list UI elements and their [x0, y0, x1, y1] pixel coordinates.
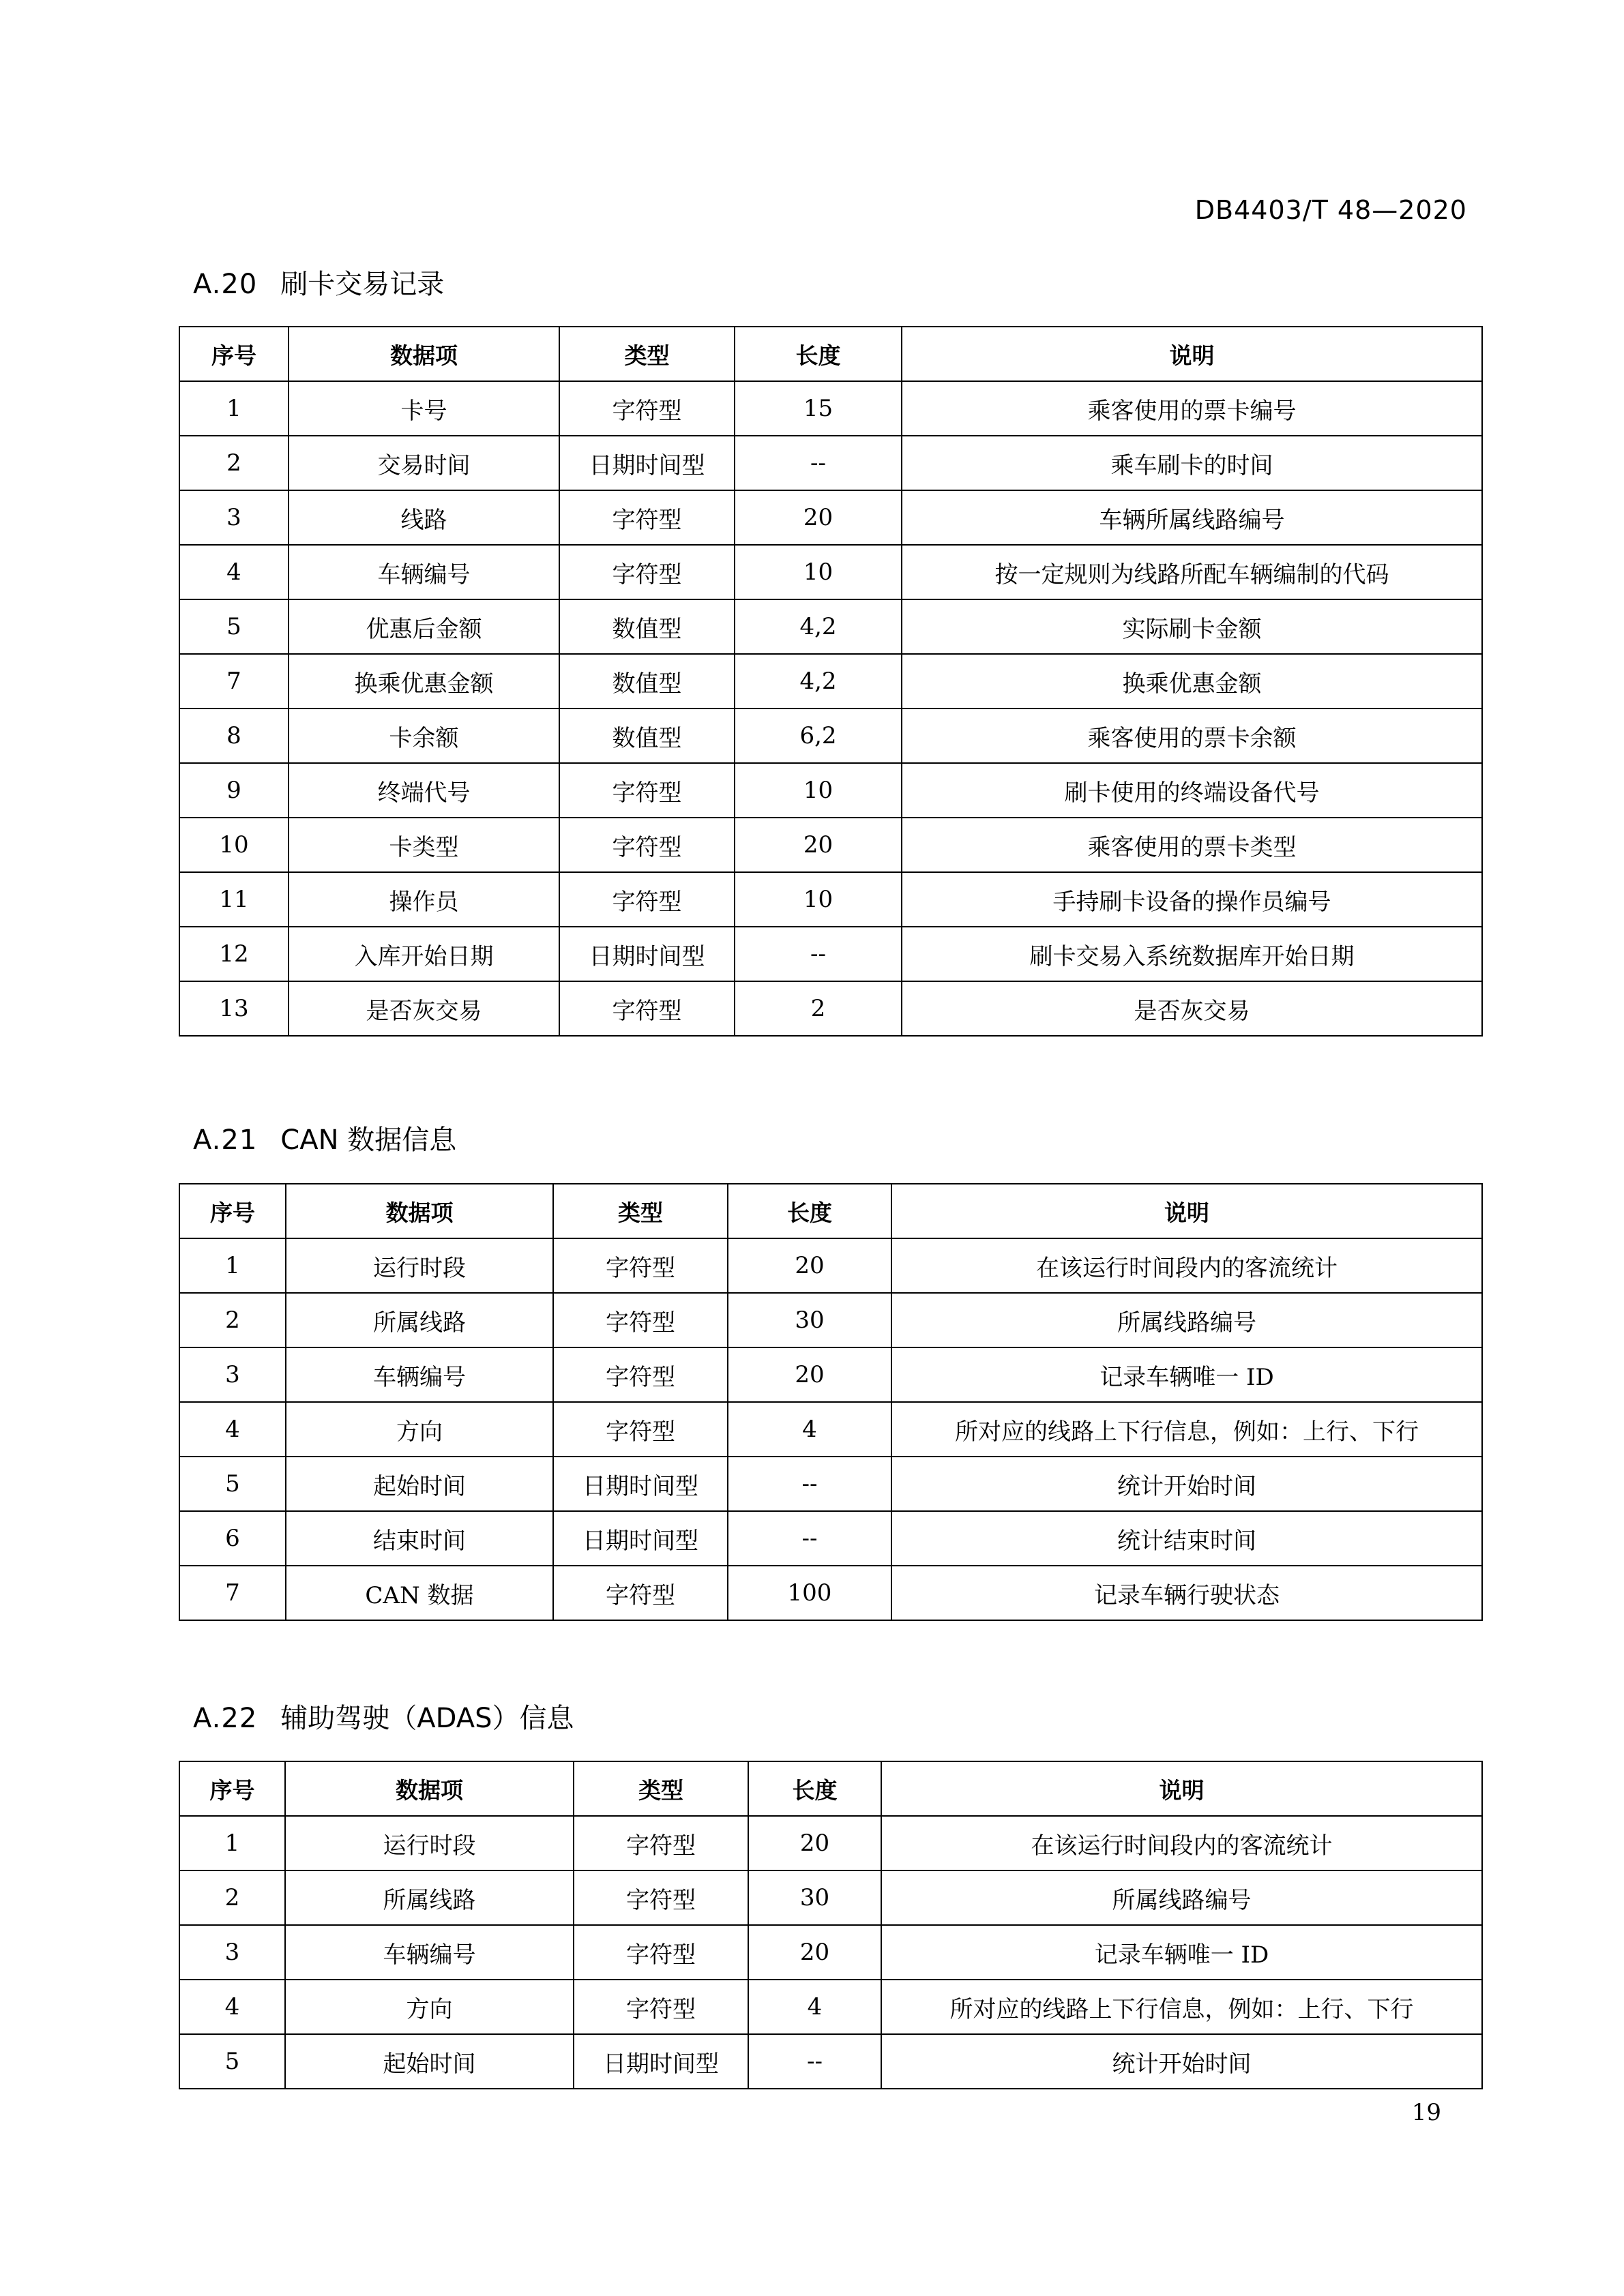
table-row	[179, 381, 1482, 436]
table-cell: 15	[735, 381, 902, 436]
table-cell: 统计开始时间	[891, 1457, 1482, 1511]
table-row	[179, 1925, 1482, 1980]
table-cell: 4	[179, 545, 289, 599]
table-cell: 结束时间	[286, 1511, 553, 1566]
table-row	[179, 654, 1482, 709]
table-cell: 10	[735, 545, 902, 599]
table-cell: 所属线路	[285, 1870, 574, 1925]
table-row	[179, 1238, 1482, 1293]
table-cell: 字符型	[553, 1238, 728, 1293]
column-header: 类型	[559, 327, 735, 381]
table-cell: 手持刷卡设备的操作员编号	[902, 872, 1482, 927]
table-row	[179, 2034, 1482, 2089]
table-row	[179, 1816, 1482, 1870]
section-heading-a21	[193, 1118, 456, 1157]
table-cell: 车辆所属线路编号	[902, 490, 1482, 545]
table-can-data	[179, 1183, 1483, 1621]
table-cell: 20	[748, 1816, 881, 1870]
table-cell: 字符型	[574, 1925, 748, 1980]
table-cell: 字符型	[574, 1980, 748, 2034]
table-cell: 7	[179, 1566, 286, 1620]
table-cell: 4	[179, 1980, 285, 2034]
table-cell: 字符型	[553, 1347, 728, 1402]
table-cell: 车辆编号	[286, 1347, 553, 1402]
table-cell: 30	[748, 1870, 881, 1925]
table-cell: --	[735, 436, 902, 490]
table-cell: 所对应的线路上下行信息，例如：上行、下行	[891, 1402, 1482, 1457]
section-title: CAN 数据信息	[280, 1124, 457, 1156]
section-heading-a22	[193, 1697, 574, 1735]
table-row	[179, 1293, 1482, 1347]
table-cell: 3	[179, 1347, 286, 1402]
table-cell: 方向	[286, 1402, 553, 1457]
table-cell: 刷卡交易入系统数据库开始日期	[902, 927, 1482, 981]
column-header: 数据项	[285, 1761, 574, 1816]
table-row	[179, 490, 1482, 545]
table-row	[179, 1347, 1482, 1402]
table-cell: 记录车辆行驶状态	[891, 1566, 1482, 1620]
table-cell: 字符型	[553, 1293, 728, 1347]
table-cell: 1	[179, 1238, 286, 1293]
table-cell: 数值型	[559, 654, 735, 709]
table-cell: 起始时间	[286, 1457, 553, 1511]
table-cell: 字符型	[574, 1816, 748, 1870]
table-row	[179, 981, 1482, 1036]
table-cell: 记录车辆唯一 ID	[881, 1925, 1482, 1980]
table-cell: 8	[179, 709, 289, 763]
table-cell: 记录车辆唯一 ID	[891, 1347, 1482, 1402]
table-row	[179, 1511, 1482, 1566]
table-cell: 5	[179, 599, 289, 654]
table-cell: 6	[179, 1511, 286, 1566]
table-cell: 是否灰交易	[289, 981, 559, 1036]
table-cell: 乘车刷卡的时间	[902, 436, 1482, 490]
table-cell: 5	[179, 2034, 285, 2089]
table-cell: 100	[728, 1566, 891, 1620]
table-header-row	[179, 327, 1482, 381]
table-cell: 20	[735, 818, 902, 872]
table-cell: 2	[179, 436, 289, 490]
table-row	[179, 1980, 1482, 2034]
table-row	[179, 818, 1482, 872]
table-row	[179, 599, 1482, 654]
table-header-row	[179, 1184, 1482, 1238]
table-cell: 字符型	[559, 490, 735, 545]
table-cell: 在该运行时间段内的客流统计	[891, 1238, 1482, 1293]
table-cell: 操作员	[289, 872, 559, 927]
table-cell: 所属线路编号	[881, 1870, 1482, 1925]
table-cell: 字符型	[559, 818, 735, 872]
table-cell: 字符型	[559, 872, 735, 927]
table-cell: 字符型	[559, 981, 735, 1036]
table-cell: 字符型	[559, 381, 735, 436]
table-cell: 2	[179, 1293, 286, 1347]
table-adas	[179, 1761, 1483, 2089]
table-cell: --	[748, 2034, 881, 2089]
table-cell: 是否灰交易	[902, 981, 1482, 1036]
column-header: 长度	[728, 1184, 891, 1238]
table-header-row	[179, 1761, 1482, 1816]
table-cell: 乘客使用的票卡编号	[902, 381, 1482, 436]
section-number: A.22	[193, 1703, 258, 1734]
table-cell: 所属线路编号	[891, 1293, 1482, 1347]
table-cell: 乘客使用的票卡类型	[902, 818, 1482, 872]
table-cell: 3	[179, 490, 289, 545]
table-cell: 在该运行时间段内的客流统计	[881, 1816, 1482, 1870]
table-cell: 所对应的线路上下行信息，例如：上行、下行	[881, 1980, 1482, 2034]
table-cell: 字符型	[574, 1870, 748, 1925]
table-cell: 日期时间型	[553, 1457, 728, 1511]
table-cell: 卡余额	[289, 709, 559, 763]
table-cell: 4,2	[735, 654, 902, 709]
table-cell: --	[728, 1457, 891, 1511]
table-cell: 卡号	[289, 381, 559, 436]
column-header: 说明	[902, 327, 1482, 381]
column-header: 序号	[179, 1761, 285, 1816]
section-title: 刷卡交易记录	[280, 269, 445, 300]
table-cell: 交易时间	[289, 436, 559, 490]
column-header: 说明	[881, 1761, 1482, 1816]
table-cell: 乘客使用的票卡余额	[902, 709, 1482, 763]
table-cell: 字符型	[559, 545, 735, 599]
table-cell: 4,2	[735, 599, 902, 654]
table-cell: 运行时段	[286, 1238, 553, 1293]
table-cell: 所属线路	[286, 1293, 553, 1347]
table-cell: 6,2	[735, 709, 902, 763]
table-cell: CAN 数据	[286, 1566, 553, 1620]
table-cell: 数值型	[559, 709, 735, 763]
table-cell: 3	[179, 1925, 285, 1980]
table-cell: 10	[735, 872, 902, 927]
section-number: A.20	[193, 269, 258, 300]
table-cell: 20	[748, 1925, 881, 1980]
table-cell: 线路	[289, 490, 559, 545]
table-cell: 30	[728, 1293, 891, 1347]
table-row	[179, 1870, 1482, 1925]
table-cell: 入库开始日期	[289, 927, 559, 981]
section-number: A.21	[193, 1124, 258, 1156]
table-cell: 10	[179, 818, 289, 872]
table-row	[179, 927, 1482, 981]
table-cell: 统计结束时间	[891, 1511, 1482, 1566]
table-cell: 20	[728, 1238, 891, 1293]
table-cell: 4	[728, 1402, 891, 1457]
table-cell: 字符型	[559, 763, 735, 818]
table-row	[179, 1402, 1482, 1457]
table-cell: 7	[179, 654, 289, 709]
table-cell: 统计开始时间	[881, 2034, 1482, 2089]
section-heading-a20	[193, 263, 444, 301]
table-cell: 日期时间型	[553, 1511, 728, 1566]
table-cell: 运行时段	[285, 1816, 574, 1870]
table-cell: 车辆编号	[285, 1925, 574, 1980]
table-cell: 刷卡使用的终端设备代号	[902, 763, 1482, 818]
table-row	[179, 436, 1482, 490]
table-cell: 实际刷卡金额	[902, 599, 1482, 654]
table-cell: 5	[179, 1457, 286, 1511]
table-cell: 12	[179, 927, 289, 981]
section-title: 辅助驾驶（ADAS）信息	[280, 1703, 574, 1734]
table-row	[179, 1566, 1482, 1620]
column-header: 序号	[179, 327, 289, 381]
table-cell: 13	[179, 981, 289, 1036]
table-cell: 字符型	[553, 1566, 728, 1620]
table-cell: 数值型	[559, 599, 735, 654]
table-cell: 20	[735, 490, 902, 545]
table-cell: 按一定规则为线路所配车辆编制的代码	[902, 545, 1482, 599]
column-header: 数据项	[289, 327, 559, 381]
column-header: 类型	[553, 1184, 728, 1238]
table-cell: 4	[748, 1980, 881, 2034]
table-cell: 日期时间型	[559, 927, 735, 981]
table-cell: 优惠后金额	[289, 599, 559, 654]
table-row	[179, 1457, 1482, 1511]
table-row	[179, 763, 1482, 818]
table-cell: 1	[179, 1816, 285, 1870]
table-cell: 字符型	[553, 1402, 728, 1457]
table-cell: 换乘优惠金额	[902, 654, 1482, 709]
table-cell: 10	[735, 763, 902, 818]
table-card-transaction	[179, 326, 1483, 1037]
table-cell: 2	[735, 981, 902, 1036]
page-number: 19	[1411, 2099, 1441, 2126]
table-cell: 1	[179, 381, 289, 436]
table-cell: 终端代号	[289, 763, 559, 818]
column-header: 序号	[179, 1184, 286, 1238]
column-header: 类型	[574, 1761, 748, 1816]
column-header: 说明	[891, 1184, 1482, 1238]
table-cell: 20	[728, 1347, 891, 1402]
document-code: DB4403/T 48—2020	[1194, 195, 1467, 225]
table-cell: 11	[179, 872, 289, 927]
table-row	[179, 545, 1482, 599]
column-header: 长度	[748, 1761, 881, 1816]
table-cell: 日期时间型	[574, 2034, 748, 2089]
table-cell: --	[735, 927, 902, 981]
table-cell: 卡类型	[289, 818, 559, 872]
table-row	[179, 872, 1482, 927]
table-cell: 4	[179, 1402, 286, 1457]
table-cell: 9	[179, 763, 289, 818]
table-cell: 方向	[285, 1980, 574, 2034]
table-cell: 换乘优惠金额	[289, 654, 559, 709]
table-cell: 起始时间	[285, 2034, 574, 2089]
table-row	[179, 709, 1482, 763]
column-header: 数据项	[286, 1184, 553, 1238]
table-cell: 车辆编号	[289, 545, 559, 599]
table-cell: 日期时间型	[559, 436, 735, 490]
table-cell: --	[728, 1511, 891, 1566]
column-header: 长度	[735, 327, 902, 381]
table-cell: 2	[179, 1870, 285, 1925]
